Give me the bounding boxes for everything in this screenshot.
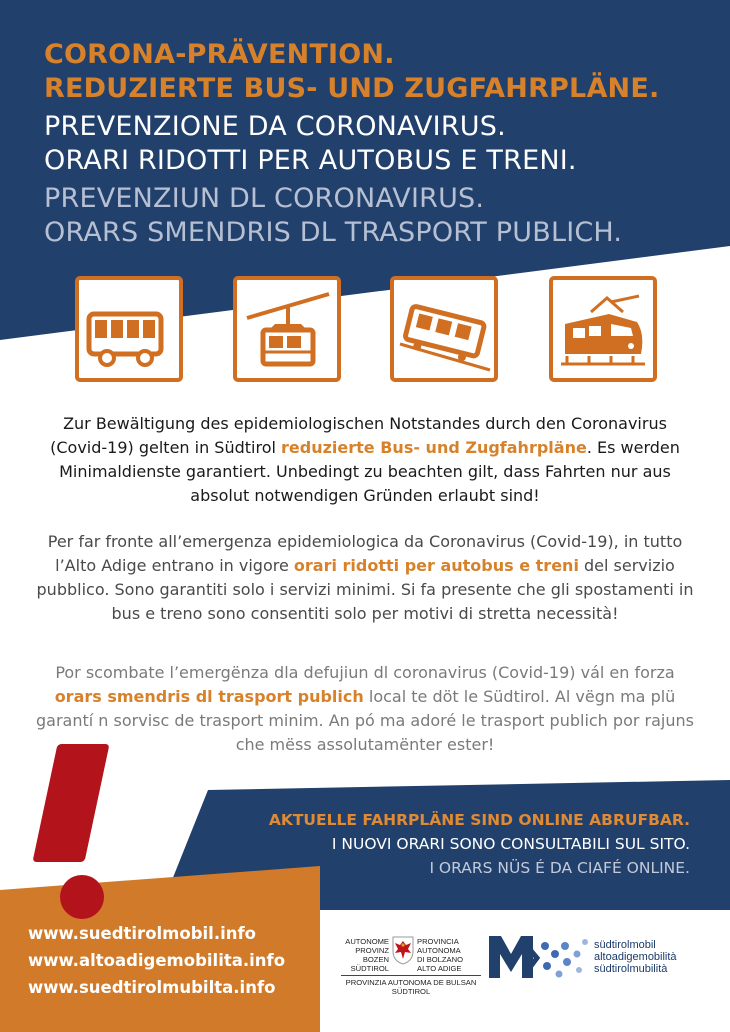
province-label-italian-line: DI BOLZANO xyxy=(417,955,463,964)
province-label-ladin xyxy=(339,978,483,996)
link-suedtirolmobil[interactable]: www.suedtirolmobil.info xyxy=(28,924,257,943)
brand-name-ladin: südtirolmubilità xyxy=(594,963,668,975)
province-label-german xyxy=(341,937,389,973)
body-ladin-text-2: local te döt le Südtirol. Al vëgn ma plü garantí n sorvisc de trasport minim. An pó ma adoré le trasport publich por rajuns che mëss assolutamënter ester! xyxy=(36,687,694,754)
cable-car-icon xyxy=(233,276,341,382)
body-ladin-text-1: Por scombate l’emergënza dla defujiun dl coronavirus (Covid-19) vál en forza xyxy=(55,663,675,682)
train-icon xyxy=(549,276,657,382)
suedtirolmobil-logo-icon xyxy=(485,932,591,982)
funicular-icon xyxy=(390,276,498,382)
bus-icon xyxy=(75,276,183,382)
province-label-italian-line: AUTONOMA xyxy=(417,946,461,955)
province-label-german-line: SÜDTIROL xyxy=(350,964,389,973)
body-german-highlight: reduzierte Bus- und Zugfahrpläne xyxy=(281,438,587,457)
exclamation-dot-icon xyxy=(60,875,104,919)
province-label-german-line: BOZEN xyxy=(362,955,389,964)
province-label-german-line: AUTONOME xyxy=(345,937,389,946)
province-label-ladin-line: SÜDTIROL xyxy=(391,987,431,996)
body-german-text-2: . Es werden Minimaldienste garantiert. Unbedingt zu beachten gilt, dass Fahrten nur aus absolut notwendigen Gründen erlaubt sind! xyxy=(59,438,680,505)
brand-name-german: südtirolmobil xyxy=(594,939,656,951)
body-german-text-1: Zur Bewältigung des epidemiologischen Notstandes durch den Coronavirus (Covid-19) gelten in Südtirol xyxy=(50,414,667,457)
title-german xyxy=(44,38,659,106)
online-notice-ladin: I ORARS NÜS É DA CIAFÉ ONLINE. xyxy=(429,859,690,877)
body-italian-highlight: orari ridotti per autobus e treni xyxy=(293,556,579,575)
body-italian-text-2: del servizio pubblico. Sono garantiti solo i servizi minimi. Si fa presente che gli spostamenti in bus e treno sono consentiti solo per motivi di stretta necessità! xyxy=(36,556,694,623)
title-italian-line-1: PREVENZIONE DA CORONAVIRUS. xyxy=(44,111,506,142)
province-label-italian-line: PROVINCIA xyxy=(417,937,459,946)
body-ladin-highlight: orars smendris dl trasport publich xyxy=(54,687,364,706)
province-label-ladin-line: PROVINZIA AUTONOMA DE BULSAN xyxy=(345,978,477,987)
title-ladin-line-1: PREVENZIUN DL CORONAVIRUS. xyxy=(44,183,485,214)
title-ladin xyxy=(44,182,622,250)
province-label-italian xyxy=(417,937,481,973)
brand-names xyxy=(594,939,677,975)
title-german-line-1: CORONA-PRÄVENTION. xyxy=(44,39,395,70)
title-german-line-2: REDUZIERTE BUS- UND ZUGFAHRPLÄNE. xyxy=(44,73,660,104)
body-german xyxy=(34,412,696,508)
eagle-coat-of-arms-icon xyxy=(391,935,415,965)
province-divider xyxy=(341,975,481,976)
body-italian-text-1: Per far fronte all’emergenza epidemiologica da Coronavirus (Covid-19), in tutto l’Alto Adige entrano in vigore xyxy=(47,532,683,575)
title-italian-line-2: ORARI RIDOTTI PER AUTOBUS E TRENI. xyxy=(44,145,577,176)
title-ladin-line-2: ORARS SMENDRIS DL TRASPORT PUBLICH. xyxy=(44,217,623,248)
brand-name-italian: altoadigemobilità xyxy=(594,951,677,963)
body-italian xyxy=(34,530,696,626)
title-italian xyxy=(44,110,577,178)
province-label-italian-line: ALTO ADIGE xyxy=(417,964,462,973)
body-ladin xyxy=(34,661,696,757)
online-notice-italian: I NUOVI ORARI SONO CONSULTABILI SUL SITO. xyxy=(331,835,690,853)
online-notice-german: AKTUELLE FAHRPLÄNE SIND ONLINE ABRUFBAR. xyxy=(268,811,690,829)
province-label-german-line: PROVINZ xyxy=(355,946,389,955)
link-suedtirolmubilta[interactable]: www.suedtirolmubilta.info xyxy=(28,978,276,997)
link-altoadigemobilita[interactable]: www.altoadigemobilita.info xyxy=(28,951,286,970)
